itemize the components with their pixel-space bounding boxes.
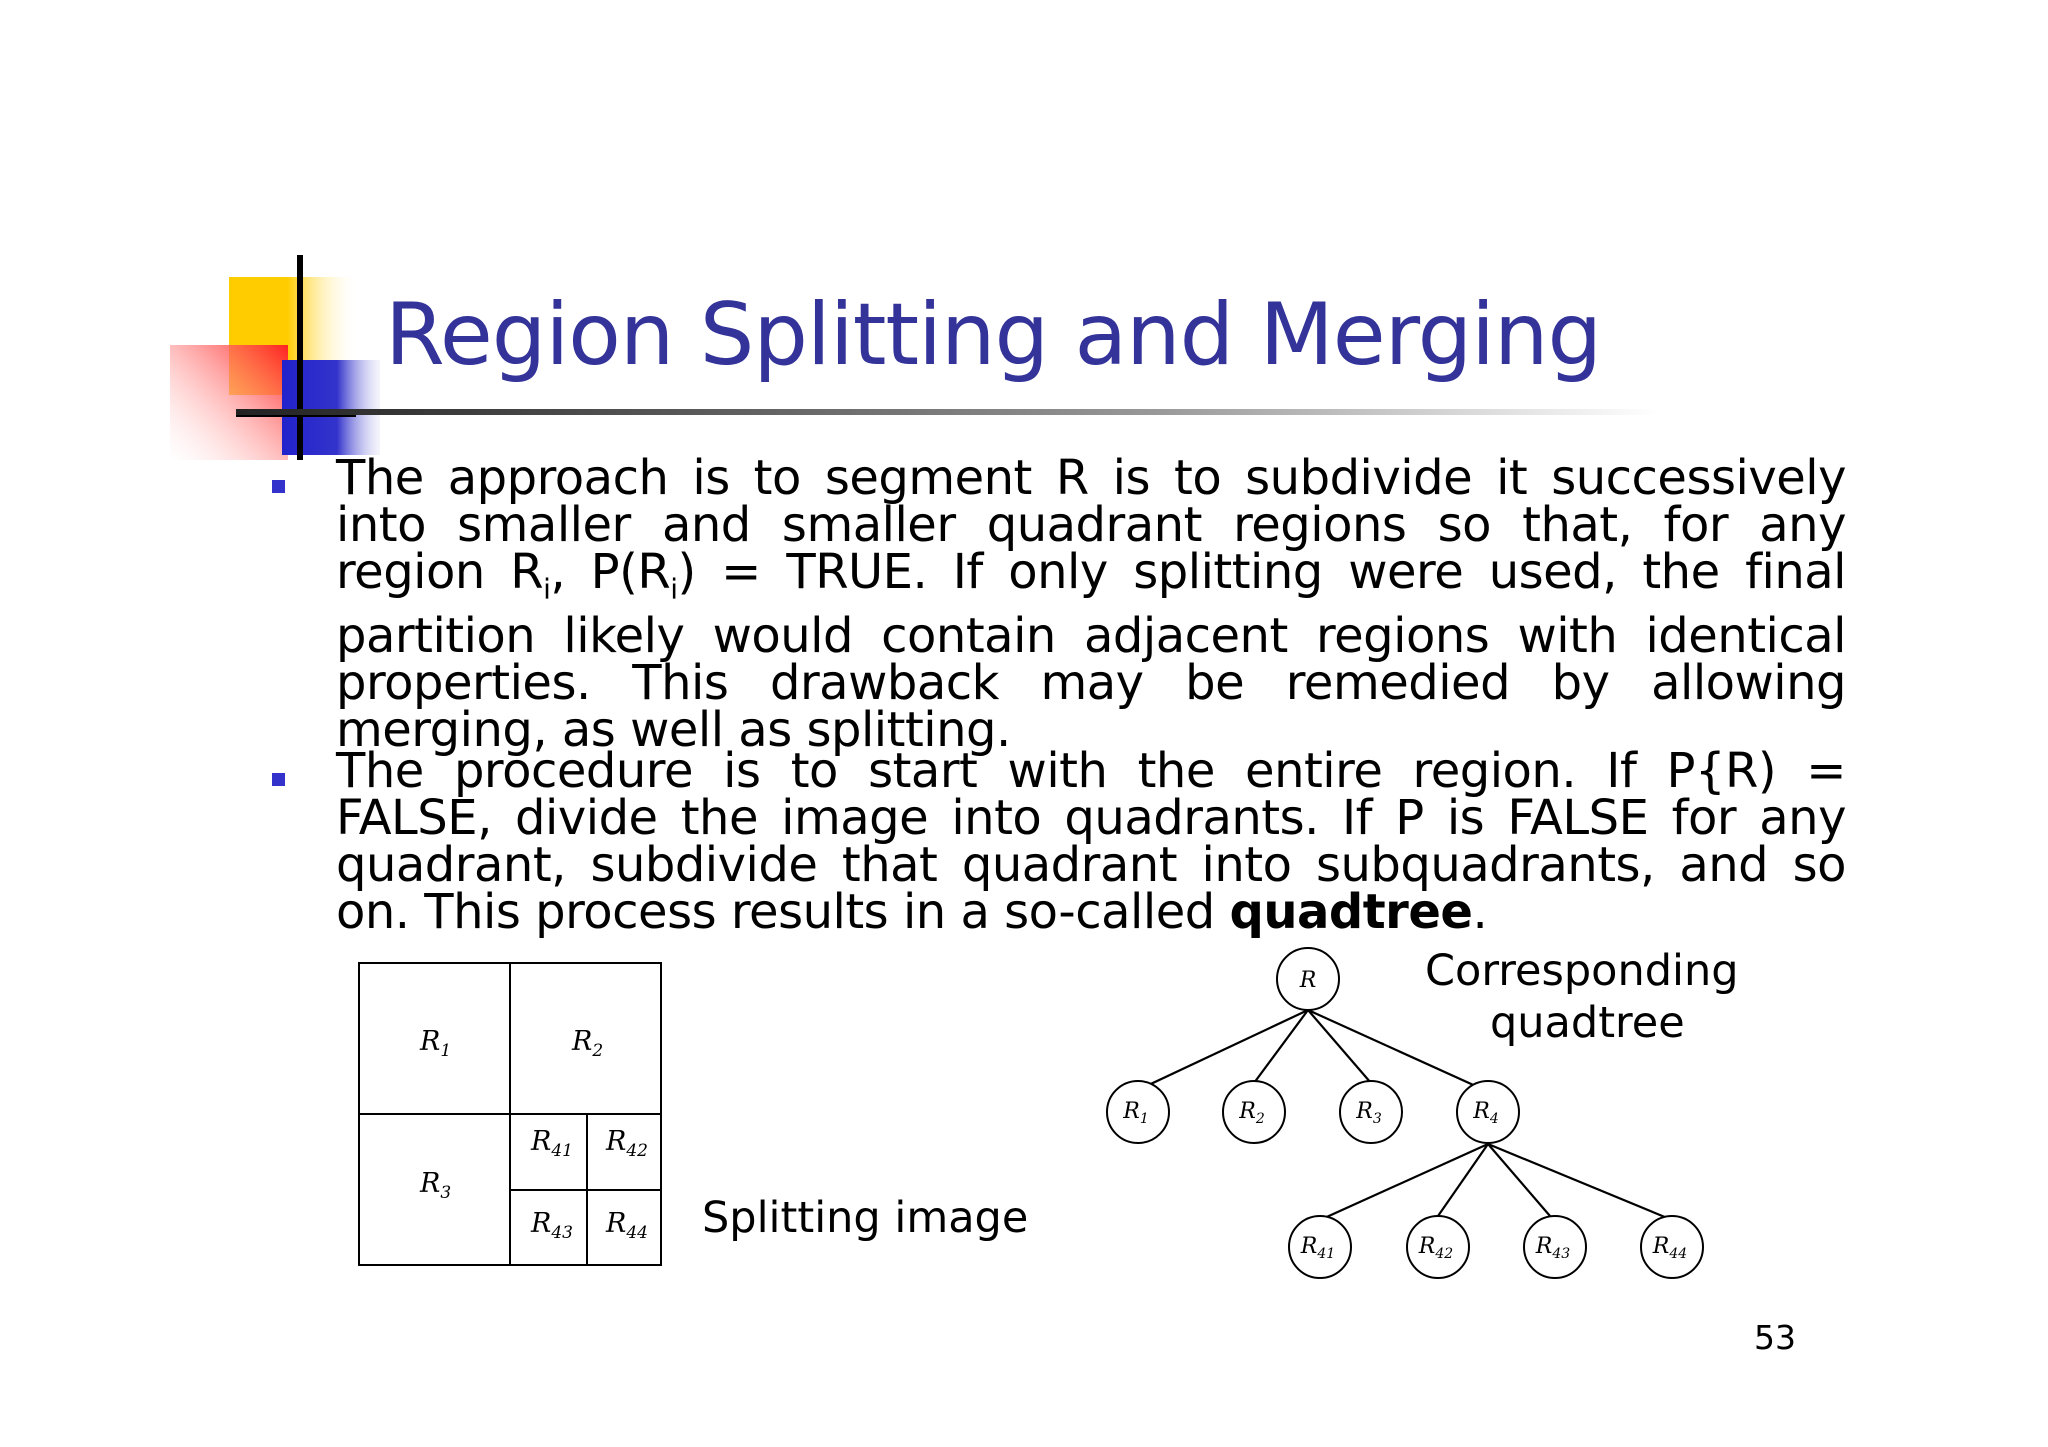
quadtree-caption-line-2: quadtree (1490, 998, 1685, 1048)
grid-label-r3: $R_3$ (420, 1168, 452, 1203)
bullet-paragraph-2: The procedure is to start with the entire region. If P{R) = FALSE, divide the image into quadrants. If P is FALSE for any quadrant, subdivide that quadrant into subquadrants, and so on. This process results in a so-called quadtree. (336, 743, 1846, 940)
grid-label-r2: $R_2$ (572, 1026, 604, 1061)
grid-label-r43: $R_{43}$ (531, 1208, 573, 1243)
grid-label-r44: $R_{44}$ (606, 1208, 648, 1243)
tree-label-r2: $R_2$ (1239, 1099, 1265, 1127)
tree-label-r43: $R_{43}$ (1535, 1234, 1571, 1262)
tree-label-r4: $R_4$ (1473, 1099, 1499, 1127)
quadtree-term: quadtree (1229, 884, 1473, 940)
tree-label-r41: $R_{41}$ (1300, 1234, 1336, 1262)
grid-label-r1: $R_1$ (420, 1026, 452, 1061)
splitting-image-caption: Splitting image (702, 1193, 1029, 1243)
tree-label-r3: $R_3$ (1356, 1099, 1382, 1127)
grid-label-r42: $R_{42}$ (606, 1126, 648, 1161)
tree-label-root: R (1299, 968, 1317, 993)
tree-label-r1: $R_1$ (1123, 1099, 1149, 1127)
grid-label-r41: $R_{41}$ (531, 1126, 573, 1161)
quadtree-caption-line-1: Corresponding (1425, 946, 1739, 996)
page-number: 53 (1754, 1318, 1796, 1357)
tree-label-r44: $R_{44}$ (1652, 1234, 1688, 1262)
bullet-paragraph-1: The approach is to segment R is to subdivide it successively into smaller and smaller quadrant regions so that, for any region $R_i$, $P(R_i)$ = TRUE. If only splitting were used, the final partition likely would contain adjacent regions with identical properties. This drawback may be remedied by allowing merging, as well as splitting. (336, 450, 1847, 758)
tree-label-r42: $R_{42}$ (1418, 1234, 1454, 1262)
slide-title: Region Splitting and Merging (385, 285, 1602, 385)
